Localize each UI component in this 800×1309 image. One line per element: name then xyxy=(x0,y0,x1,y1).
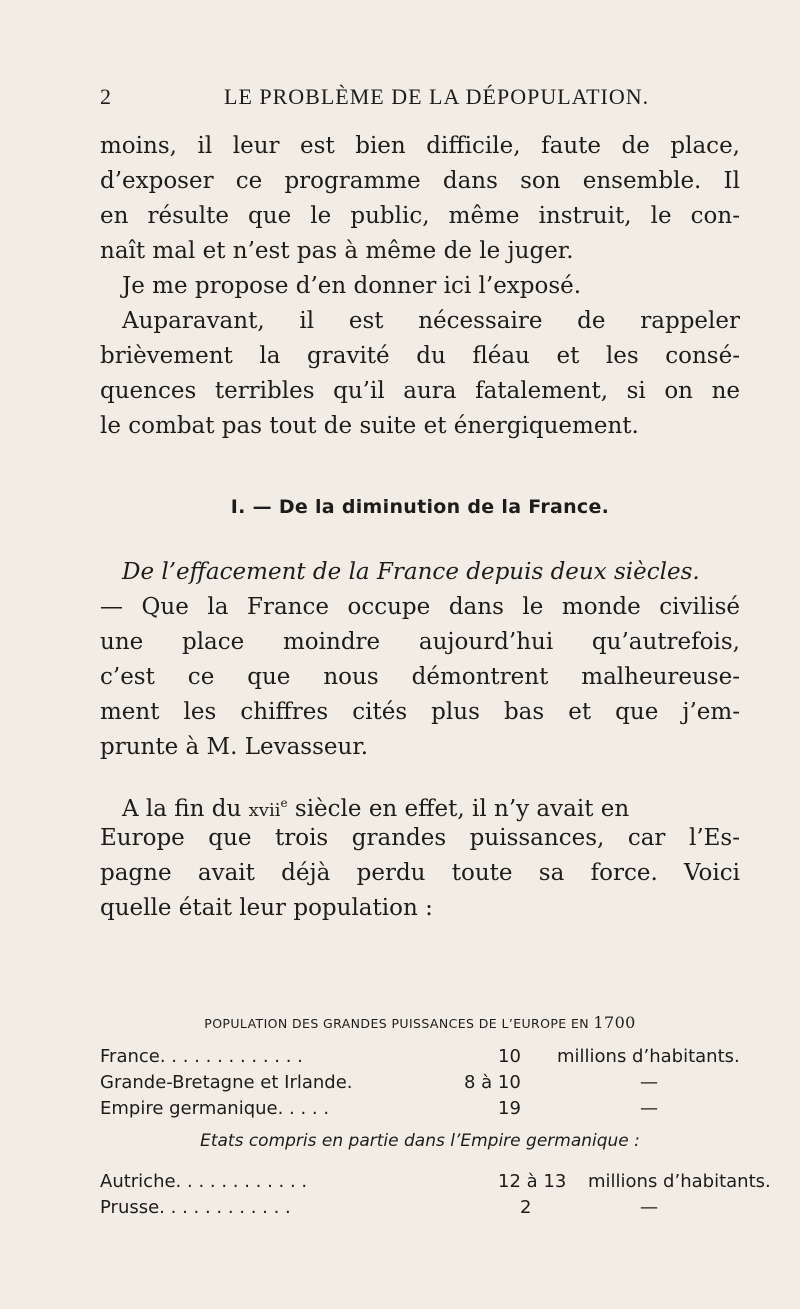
table-row xyxy=(100,1095,740,1123)
text-line: c’est ce que nous démontrent malheureuse- xyxy=(100,664,740,690)
century-numeral: xvii xyxy=(248,800,281,821)
text-line: d’exposer ce programme dans son ensemble. Il xyxy=(100,168,740,194)
row-value: 2 xyxy=(520,1197,532,1218)
table-subheading: Etats compris en partie dans l’Empire germanique : xyxy=(200,1131,640,1151)
text-line: brièvement la gravité du fléau et les consé- xyxy=(100,343,740,369)
row-value: 10 xyxy=(498,1046,521,1067)
row-country: Prusse. . . . . . . . . . . . xyxy=(100,1197,291,1218)
text-line: Auparavant, il est nécessaire de rappeler xyxy=(122,308,740,334)
text-line: moins, il leur est bien difficile, faute de place, xyxy=(100,133,740,159)
row-unit: millions d’habitants. xyxy=(588,1171,771,1192)
page-number: 2 xyxy=(100,84,112,109)
row-country: Grande-Bretagne et Irlande. xyxy=(100,1072,353,1093)
text-line: prunte à M. Levasseur. xyxy=(100,734,369,760)
text-line: quences terribles qu’il aura fatalement, si on ne xyxy=(100,378,740,404)
text-line: naît mal et n’est pas à même de le juger. xyxy=(100,238,574,264)
table-caption-year: 1700 xyxy=(593,1013,636,1032)
text-line: — Que la France occupe dans le monde civilisé xyxy=(100,594,740,620)
section-heading: I. — De la diminution de la France. xyxy=(230,496,610,518)
text-line: en résulte que le public, même instruit, le con- xyxy=(100,203,740,229)
text-line: le combat pas tout de suite et énergiquement. xyxy=(100,413,639,439)
row-country: France. . . . . . . . . . . . . xyxy=(100,1046,303,1067)
table-caption-text: POPULATION DES GRANDES PUISSANCES DE L’EUROPE EN xyxy=(204,1016,590,1031)
text-line: Europe que trois grandes puissances, car l’Es- xyxy=(100,825,740,851)
text-line: ment les chiffres cités plus bas et que j’em- xyxy=(100,699,740,725)
text-line: Je me propose d’en donner ici l’exposé. xyxy=(122,273,582,299)
text-fragment: siècle en effet, il n’y avait en xyxy=(294,796,630,822)
row-country: Empire germanique. . . . . xyxy=(100,1098,330,1119)
row-unit: millions d’habitants. xyxy=(557,1046,740,1067)
text-line: pagne avait déjà perdu toute sa force. Voici xyxy=(100,860,740,886)
table-row xyxy=(100,1168,771,1196)
row-ditto: — xyxy=(640,1072,658,1093)
row-value: 8 à 10 xyxy=(464,1072,521,1093)
table-row xyxy=(100,1194,740,1222)
table-caption xyxy=(100,1013,740,1039)
text-line: quelle était leur population : xyxy=(100,895,433,921)
text-line: une place moindre aujourd’hui qu’autrefois, xyxy=(100,629,740,655)
row-value: 12 à 13 xyxy=(498,1171,567,1192)
text-fragment: A la fin du xyxy=(122,796,242,822)
row-ditto: — xyxy=(640,1197,658,1218)
table-row xyxy=(100,1043,740,1071)
row-country: Autriche. . . . . . . . . . . . xyxy=(100,1171,308,1192)
subsection-title: De l’effacement de la France depuis deux siècles. xyxy=(122,559,700,585)
row-value: 19 xyxy=(498,1098,521,1119)
running-header xyxy=(100,84,740,114)
row-ditto: — xyxy=(640,1098,658,1119)
table-row xyxy=(100,1069,740,1097)
text-line xyxy=(122,785,740,821)
century-superscript: e xyxy=(280,796,288,810)
running-title: LE PROBLÈME DE LA DÉPOPULATION. xyxy=(224,84,650,109)
